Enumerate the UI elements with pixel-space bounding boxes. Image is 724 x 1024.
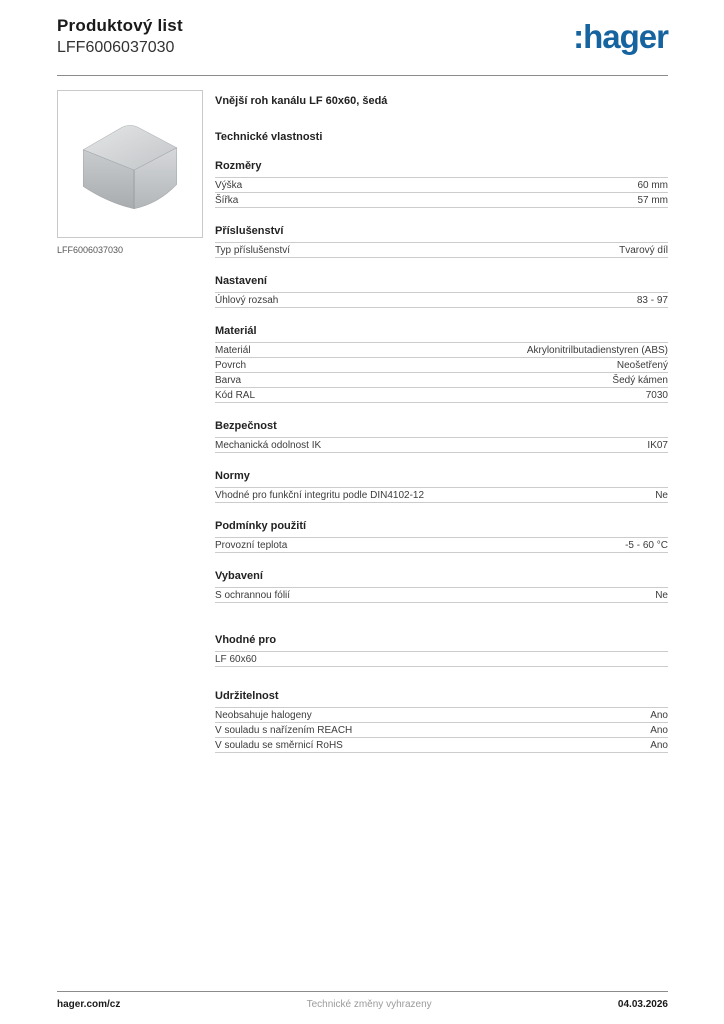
section-title: Podmínky použití bbox=[215, 520, 307, 532]
spec-label: Neobsahuje halogeny bbox=[215, 709, 312, 721]
spec-value: Šedý kámen bbox=[612, 374, 668, 386]
spec-row bbox=[215, 588, 668, 603]
hager-logo: :hager bbox=[573, 18, 668, 55]
spec-value: -5 - 60 °C bbox=[625, 539, 668, 551]
spec-row bbox=[215, 343, 668, 358]
spec-row bbox=[215, 538, 668, 553]
spec-row bbox=[215, 358, 668, 373]
product-image bbox=[69, 103, 191, 225]
image-column bbox=[57, 90, 203, 753]
spec-value: Akrylonitrilbutadienstyren (ABS) bbox=[526, 344, 668, 356]
section-title: Materiál bbox=[215, 325, 257, 337]
section-title: Vhodné pro bbox=[215, 634, 277, 646]
spec-row bbox=[215, 438, 668, 453]
spec-value: Neošetřený bbox=[616, 359, 668, 371]
spec-value: Tvarový díl bbox=[619, 244, 668, 256]
spec-value: Ano bbox=[650, 724, 668, 736]
spec-row bbox=[215, 488, 668, 503]
spec-label: Úhlový rozsah bbox=[215, 294, 279, 306]
section-material bbox=[215, 325, 668, 403]
spec-label: Výška bbox=[215, 179, 243, 191]
spec-row bbox=[215, 388, 668, 403]
spec-value: Ano bbox=[650, 709, 668, 721]
product-image-frame bbox=[57, 90, 203, 238]
header bbox=[57, 16, 668, 57]
spec-label: Kód RAL bbox=[215, 389, 256, 401]
section-title: Rozměry bbox=[215, 160, 262, 172]
spec-label: Šířka bbox=[215, 194, 239, 206]
spec-row bbox=[215, 723, 668, 738]
section-vybaveni bbox=[215, 570, 668, 603]
spec-value: 57 mm bbox=[637, 194, 668, 206]
section-title: Normy bbox=[215, 470, 250, 482]
spec-value: Ano bbox=[650, 739, 668, 751]
section-nastaveni bbox=[215, 275, 668, 308]
spec-row bbox=[215, 243, 668, 258]
section-normy bbox=[215, 470, 668, 503]
spec-value: Ne bbox=[655, 589, 668, 601]
spec-value: 83 - 97 bbox=[636, 294, 668, 306]
spec-row bbox=[215, 708, 668, 723]
spec-row bbox=[215, 178, 668, 193]
spec-label: S ochrannou fólií bbox=[215, 589, 291, 601]
spec-label: Typ příslušenství bbox=[215, 244, 291, 256]
spec-value: 7030 bbox=[645, 389, 668, 401]
spec-label: V souladu s nařízením REACH bbox=[215, 724, 353, 736]
section-vhodne-pro bbox=[215, 634, 668, 667]
section-bezpecnost bbox=[215, 420, 668, 453]
spec-value: Ne bbox=[655, 489, 668, 501]
section-title: Udržitelnost bbox=[215, 690, 279, 702]
product-id: LFF6006037030 bbox=[57, 39, 175, 56]
section-udrzitelnost bbox=[215, 690, 668, 753]
spec-column bbox=[203, 90, 668, 753]
footer-notice: Technické změny vyhrazeny bbox=[306, 999, 432, 1010]
header-divider bbox=[57, 75, 668, 76]
section-podminky-pouziti bbox=[215, 520, 668, 553]
technical-properties-heading: Technické vlastnosti bbox=[215, 131, 323, 143]
spec-label: Barva bbox=[215, 374, 242, 386]
doc-type-title: Produktový list bbox=[57, 16, 183, 35]
section-title: Vybavení bbox=[215, 570, 263, 582]
section-title: Nastavení bbox=[215, 275, 267, 287]
spec-row bbox=[215, 293, 668, 308]
spec-label: Vhodné pro funkční integritu podle DIN4102-12 bbox=[215, 489, 425, 501]
spec-label: LF 60x60 bbox=[215, 653, 257, 665]
spec-label: Provozní teplota bbox=[215, 539, 288, 551]
section-title: Bezpečnost bbox=[215, 420, 277, 432]
product-title: Vnější roh kanálu LF 60x60, šedá bbox=[215, 95, 388, 107]
section-rozmery bbox=[215, 160, 668, 208]
spec-label: Materiál bbox=[215, 344, 251, 356]
section-prislusenstvi bbox=[215, 225, 668, 258]
product-image-caption: LFF6006037030 bbox=[57, 245, 124, 255]
spec-label: V souladu se směrnicí RoHS bbox=[215, 739, 343, 751]
spec-row bbox=[215, 738, 668, 753]
spec-value: IK07 bbox=[647, 439, 668, 451]
spec-label: Mechanická odolnost IK bbox=[215, 439, 322, 451]
footer bbox=[57, 991, 668, 1010]
footer-link[interactable]: hager.com/cz bbox=[57, 999, 121, 1010]
main-content bbox=[57, 90, 668, 753]
spec-label: Povrch bbox=[215, 359, 247, 371]
section-title: Příslušenství bbox=[215, 225, 284, 237]
spec-row bbox=[215, 193, 668, 208]
spec-row bbox=[215, 652, 668, 667]
footer-date: 04.03.2026 bbox=[617, 999, 668, 1010]
spec-value: 60 mm bbox=[637, 179, 668, 191]
spec-row bbox=[215, 373, 668, 388]
